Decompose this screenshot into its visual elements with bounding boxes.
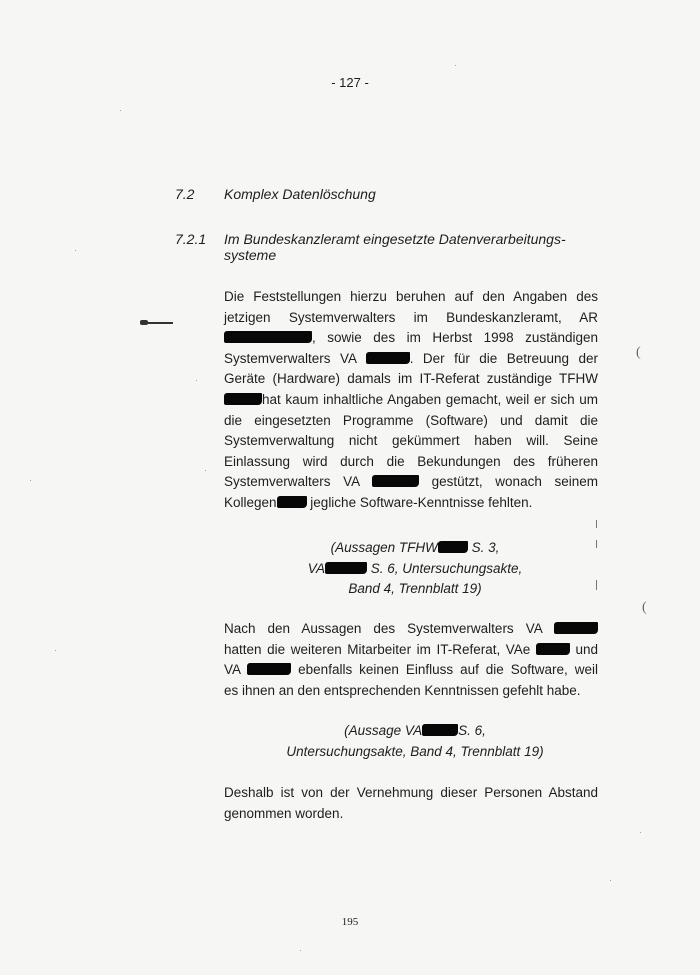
para1-line: die eingesetzten Programme (Software) und damit die: [224, 412, 598, 428]
scan-speck: [55, 650, 56, 651]
citation-2-line: (Aussage VA S. 6,: [344, 723, 486, 738]
citation-2: [230, 721, 600, 762]
paragraph-1: [224, 287, 598, 514]
para1-line: Die Feststellungen hierzu beruhen auf den Angaben des: [224, 289, 598, 304]
redaction-bar: [554, 622, 598, 634]
scan-artifact: [596, 520, 597, 528]
citation-2-line: Untersuchungsakte, Band 4, Trennblatt 19): [286, 743, 544, 759]
redaction-bar: [224, 393, 262, 405]
paragraph-3: [224, 783, 598, 824]
para1-line: , sowie des im Herbst 1998 zuständigen: [224, 328, 598, 349]
redaction-bar: [422, 724, 458, 736]
citation-1-line: Band 4, Trennblatt 19): [348, 581, 482, 597]
redaction-bar: [438, 541, 468, 553]
scan-speck: [205, 470, 206, 471]
scan-speck: [640, 832, 641, 833]
section-number: 7.2: [175, 186, 195, 202]
subsection-title-line2: systeme: [224, 247, 277, 263]
redaction-bar: [372, 475, 419, 487]
scan-speck: [30, 480, 31, 481]
redaction-bar: [536, 643, 570, 655]
para1-line: Einlassung wird durch die Bekundungen des früheren: [224, 453, 598, 469]
para1-line: Kollegen jegliche Software-Kenntnisse fehlten.: [224, 494, 533, 510]
subsection-number: 7.2.1: [175, 231, 207, 247]
scan-speck: [75, 250, 76, 251]
scan-artifact: [596, 580, 597, 590]
para2-line: hatten die weiteren Mitarbeiter im IT-Referat, VAe und: [224, 641, 598, 657]
citation-1-line: (Aussagen TFHW S. 3,: [330, 540, 500, 555]
margin-mark: [140, 320, 148, 325]
para1-line: Systemverwalters VA . Der für die Betreuung der: [224, 350, 598, 366]
para1-line: hat kaum inhaltliche Angaben gemacht, weil er sich um: [224, 390, 598, 411]
scan-artifact: (: [642, 600, 647, 615]
paragraph-2: [224, 619, 598, 701]
para2-line: es ihnen an den entsprechenden Kenntnissen gefehlt habe.: [224, 682, 581, 698]
footer-page-number: 195: [341, 916, 359, 928]
para1-line: jetzigen Systemverwalters im Bundeskanzleramt, AR: [224, 309, 598, 325]
redaction-bar: [366, 352, 410, 364]
scan-speck: [455, 65, 456, 66]
para1-line: Systemverwalters VA gestützt, wonach seinem: [224, 474, 598, 490]
scan-artifact: [596, 540, 597, 548]
scan-speck: [300, 950, 301, 951]
redaction-bar: [224, 331, 312, 343]
page-number: - 127 -: [331, 75, 369, 90]
scan-speck: [610, 880, 611, 881]
redaction-bar: [277, 496, 307, 508]
para2-line: Nach den Aussagen des Systemverwalters VA: [224, 619, 598, 640]
subsection-title-line1: Im Bundeskanzleramt eingesetzte Datenverarbeitungs-: [224, 231, 566, 247]
section-title: Komplex Datenlöschung: [224, 186, 376, 202]
citation-1: [230, 538, 600, 600]
scan-speck: [120, 110, 121, 111]
scan-artifact: (: [636, 345, 641, 360]
para1-line: Systemverwaltung nicht gekümmert haben will. Seine: [224, 433, 598, 449]
subsection-title: [224, 231, 598, 263]
para3-line: genommen worden.: [224, 805, 344, 821]
redaction-bar: [325, 562, 367, 574]
para3-line: Deshalb ist von der Vernehmung dieser Personen Abstand: [224, 785, 598, 800]
citation-1-line: VA S. 6, Untersuchungsakte,: [307, 560, 523, 576]
para1-line: Geräte (Hardware) damals im IT-Referat zuständige TFHW: [224, 371, 598, 387]
para2-line: VA ebenfalls keinen Einfluss auf die Software, weil: [224, 662, 598, 678]
redaction-bar: [247, 663, 291, 675]
scan-speck: [196, 380, 197, 381]
